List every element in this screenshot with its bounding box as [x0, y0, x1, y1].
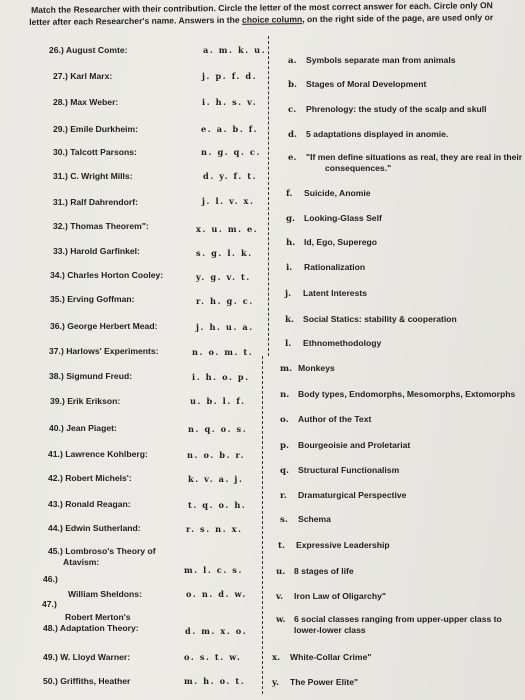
answer-text: Author of the Text — [298, 414, 372, 424]
question-47-number: 47.) — [42, 599, 57, 609]
answer-text: Body types, Endomorphs, Mesomorphs, Extomorphs — [298, 389, 516, 399]
question-42: 42.) Robert Michels': — [48, 473, 132, 483]
choice-letters-33[interactable]: s. g. l. k. — [196, 248, 253, 258]
answer-text: Suicide, Anomie — [304, 188, 371, 198]
choice-letters-42[interactable]: k. v. a. j. — [188, 474, 244, 484]
choice-letters-39[interactable]: u. b. l. f. — [190, 396, 246, 406]
answer-letter: e. — [288, 153, 297, 163]
answer-r — [280, 490, 406, 502]
answer-text-line-2: lower-lower class — [294, 625, 366, 635]
question-50: 50.) Griffiths, Heather — [43, 676, 131, 686]
answer-text: Id, Ego, Superego — [304, 237, 378, 247]
answer-text: Dramaturgical Perspective — [298, 490, 407, 500]
choice-letters-41[interactable]: n. o. b. r. — [187, 450, 246, 460]
answer-text: Monkeys — [298, 363, 335, 373]
column-divider-bottom — [262, 356, 263, 694]
answer-o — [280, 414, 371, 426]
answer-q — [280, 465, 399, 477]
question-28: 28.) Max Weber: — [53, 97, 119, 107]
question-31-mills: 31.) C. Wright Mills: — [53, 171, 133, 181]
answer-text: Phrenology: the study of the scalp and skull — [306, 104, 487, 114]
question-48: 48.) Adaptation Theory: — [43, 623, 139, 633]
question-29: 29.) Emile Durkheim: — [53, 124, 139, 134]
answer-text: 6 social classes ranging from upper-upper class to — [294, 614, 502, 624]
choice-letters-40[interactable]: n. q. o. s. — [188, 424, 248, 434]
answer-v — [276, 591, 386, 603]
question-30: 30.) Talcott Parsons: — [53, 147, 137, 157]
answer-text-line-2: consequences." — [325, 163, 392, 173]
choice-letters-36[interactable]: j. h. u. a. — [196, 322, 254, 332]
choice-letters-49[interactable]: o. s. t. w. — [184, 652, 242, 662]
choice-letters-29[interactable]: e. a. b. f. — [201, 124, 259, 134]
answer-n — [280, 389, 515, 401]
question-27: 27.) Karl Marx: — [53, 71, 113, 81]
answer-letter: d. — [288, 130, 298, 140]
answer-text: "If men define situations as real, they are real in their — [306, 152, 523, 162]
instructions-line-2-end: , on the right side of the page, are used only or — [302, 11, 494, 24]
answer-letter: l. — [285, 339, 292, 349]
question-47-line-2: Robert Merton's — [65, 612, 131, 622]
choice-letters-26[interactable]: a. m. k. u. — [203, 45, 267, 55]
question-34: 34.) Charles Horton Cooley: — [50, 270, 164, 280]
choice-letters-28[interactable]: i. h. s. v. — [202, 97, 258, 107]
choice-letters-34[interactable]: y. g. v. t. — [196, 272, 251, 282]
choice-letters-50[interactable]: m. h. o. t. — [184, 676, 246, 686]
question-40: 40.) Jean Piaget: — [49, 423, 117, 433]
question-46: William Sheldons: — [68, 589, 142, 599]
answer-letter: p. — [280, 441, 290, 451]
answer-letter: y. — [272, 678, 279, 688]
answer-text: Expressive Leadership — [296, 540, 390, 550]
choice-letters-37[interactable]: n. o. m. t. — [192, 347, 254, 357]
answer-letter: u. — [276, 567, 286, 577]
answer-letter: n. — [280, 390, 290, 400]
answer-text: Ethnomethodology — [303, 338, 382, 348]
answer-letter: b. — [288, 80, 298, 90]
instructions-line-2-start: letter after each Researcher's name. Answers in the — [29, 14, 243, 27]
question-43: 43.) Ronald Reagan: — [48, 499, 131, 509]
answer-letter: h. — [286, 238, 296, 248]
question-45-line-1: 45.) Lombroso's Theory of — [48, 546, 156, 556]
choice-letters-31-mills[interactable]: d. y. f. t. — [203, 171, 258, 181]
answer-letter: s. — [280, 515, 288, 525]
answer-letter: j. — [285, 289, 292, 299]
answer-letter: k. — [285, 315, 294, 325]
question-33: 33.) Harold Garfinkel: — [53, 246, 140, 256]
answer-letter: q. — [280, 466, 290, 476]
answer-h — [286, 237, 377, 249]
answer-s — [280, 514, 331, 526]
answer-m — [280, 363, 335, 375]
choice-letters-46[interactable]: o. n. d. w. — [186, 589, 247, 599]
answer-letter: g. — [286, 214, 296, 224]
choice-letters-45[interactable]: m. l. c. s. — [184, 565, 243, 575]
answer-letter: c. — [288, 105, 297, 115]
question-45-line-2: Atavism: — [63, 557, 100, 567]
answer-letter: x. — [272, 653, 281, 663]
answer-d — [288, 129, 448, 141]
question-46-number: 46.) — [43, 574, 58, 584]
choice-letters-35[interactable]: r. h. g. c. — [196, 296, 254, 306]
answer-text: Schema — [298, 514, 331, 524]
answer-b — [288, 79, 426, 91]
question-26: 26.) August Comte: — [49, 45, 128, 55]
question-45 — [48, 546, 156, 568]
answer-text: Iron Law of Oligarchy" — [294, 591, 386, 601]
answer-j — [285, 288, 367, 300]
answer-letter: a. — [288, 56, 297, 66]
answer-f — [286, 188, 371, 200]
question-31-dahrendorf: 31.) Ralf Dahrendorf: — [53, 197, 138, 207]
column-divider-top — [268, 36, 269, 356]
answer-text: Social Statics: stability & cooperation — [303, 314, 457, 324]
instructions-line-1: Match the Researcher with their contribution. Circle the letter of the most correct answer for each. Circle only ON — [31, 0, 493, 15]
answer-text: The Power Elite" — [290, 677, 359, 687]
answer-w — [276, 614, 502, 636]
question-37: 37.) Harlows' Experiments: — [49, 346, 159, 356]
answer-t — [278, 540, 390, 552]
choice-letters-38[interactable]: i. h. o. p. — [192, 372, 250, 382]
answer-letter: v. — [276, 592, 284, 602]
answer-y — [272, 677, 358, 689]
answer-text: Rationalization — [304, 262, 366, 272]
answer-text: Latent Interests — [303, 288, 367, 298]
answer-letter: m. — [280, 364, 293, 374]
answer-text: 8 stages of life — [294, 566, 354, 576]
choice-column-underlined: choice column — [241, 13, 303, 25]
question-36: 36.) George Herbert Mead: — [50, 321, 158, 331]
choice-letters-31-dahrendorf[interactable]: j. l. v. x. — [202, 196, 255, 206]
answer-u — [276, 566, 354, 578]
answer-text: Structural Functionalism — [298, 465, 400, 475]
choice-letters-27[interactable]: j. p. f. d. — [202, 71, 258, 81]
answer-g — [286, 213, 382, 225]
question-44: 44.) Edwin Sutherland: — [48, 523, 141, 533]
answer-p — [280, 440, 410, 452]
answer-e — [288, 152, 522, 174]
question-38: 38.) Sigmund Freud: — [49, 371, 133, 381]
choice-letters-30[interactable]: n. g. q. c. — [201, 147, 261, 157]
answer-letter: r. — [280, 491, 287, 501]
answer-text: Symbols separate man from animals — [306, 55, 456, 65]
choice-letters-44[interactable]: r. s. n. x. — [186, 524, 243, 534]
choice-letters-43[interactable]: t. q. o. h. — [188, 500, 247, 510]
answer-text: White-Collar Crime" — [290, 652, 372, 662]
answer-letter: f. — [286, 189, 293, 199]
question-41: 41.) Lawrence Kohlberg: — [48, 449, 148, 459]
answer-text: 5 adaptations displayed in anomie. — [306, 129, 449, 139]
answer-c — [288, 104, 487, 116]
choice-letters-47-48[interactable]: d. m. x. o. — [185, 626, 248, 636]
question-35: 35.) Erving Goffman: — [50, 294, 135, 304]
choice-letters-32[interactable]: x. u. m. e. — [196, 224, 259, 234]
answer-letter: t. — [278, 541, 285, 551]
answer-x — [272, 652, 371, 664]
answer-text: Bourgeoisie and Proletariat — [298, 440, 411, 450]
instructions — [31, 0, 525, 28]
answer-letter: i. — [286, 263, 293, 273]
answer-a — [288, 55, 456, 67]
answer-text: Looking-Glass Self — [304, 213, 382, 223]
answer-i — [286, 262, 365, 274]
answer-l — [285, 338, 381, 350]
question-32: 32.) Thomas Theorem": — [53, 221, 149, 231]
question-49: 49.) W. Lloyd Warner: — [43, 652, 131, 662]
answer-k — [285, 314, 457, 326]
answer-text: Stages of Moral Development — [306, 79, 427, 89]
answer-letter: o. — [280, 415, 289, 425]
question-39: 39.) Erik Erikson: — [50, 396, 121, 406]
answer-letter: w. — [276, 615, 286, 625]
